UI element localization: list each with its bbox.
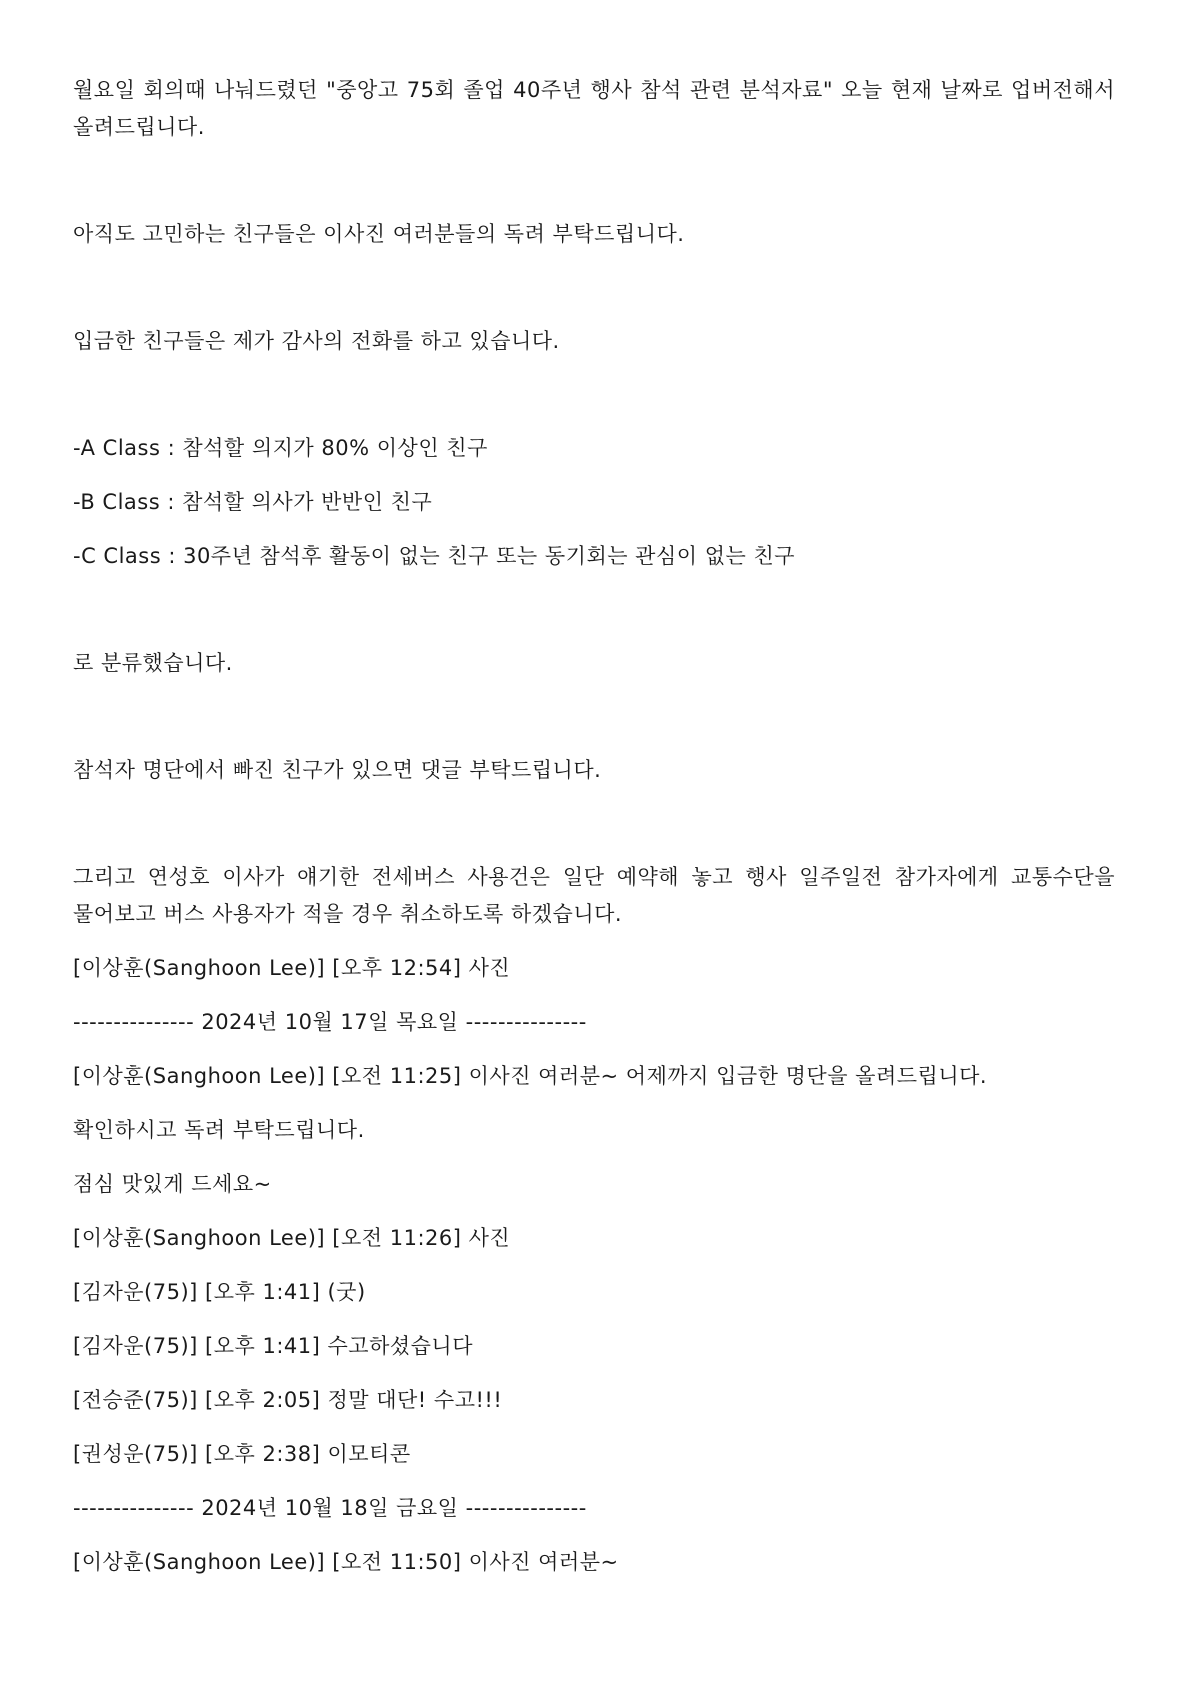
paragraph-intro: 월요일 회의때 나눠드렸던 "중앙고 75회 졸업 40주년 행사 참석 관련 분석자료" 오늘 현재 날짜로 업버전해서 올려드립니다. <box>73 78 1123 139</box>
chat-message: [이상훈(Sanghoon Lee)] [오전 11:26] 사진 <box>73 1226 511 1250</box>
paragraph-classified: 로 분류했습니다. <box>73 651 233 675</box>
date-divider: --------------- 2024년 10월 17일 목요일 --------------- <box>73 1010 587 1034</box>
chat-message: [전승준(75)] [오후 2:05] 정말 대단! 수고!!! <box>73 1388 503 1412</box>
chat-message-continuation: 확인하시고 독려 부탁드립니다. <box>73 1118 365 1142</box>
chat-message: [김자운(75)] [오후 1:41] 수고하셨습니다 <box>73 1334 473 1358</box>
class-a-item: -A Class : 참석할 의지가 80% 이상인 친구 <box>73 436 488 460</box>
paragraph-missing-names: 참석자 명단에서 빠진 친구가 있으면 댓글 부탁드립니다. <box>73 758 602 782</box>
chat-message: [이상훈(Sanghoon Lee)] [오전 11:25] 이사진 여러분~ 어제까지 입금한 명단을 올려드립니다. <box>73 1064 988 1088</box>
paragraph-thanks-calls: 입금한 친구들은 제가 감사의 전화를 하고 있습니다. <box>73 329 560 353</box>
chat-message: [김자운(75)] [오후 1:41] (굿) <box>73 1280 366 1304</box>
class-b-item: -B Class : 참석할 의사가 반반인 친구 <box>73 490 433 514</box>
chat-message-continuation: 점심 맛있게 드세요~ <box>73 1172 272 1196</box>
class-c-item: -C Class : 30주년 참석후 활동이 없는 친구 또는 동기회는 관심이 없는 친구 <box>73 544 796 568</box>
chat-message: [이상훈(Sanghoon Lee)] [오후 12:54] 사진 <box>73 956 511 980</box>
chat-message: [이상훈(Sanghoon Lee)] [오전 11:50] 이사진 여러분~ <box>73 1550 619 1574</box>
chat-message: [권성운(75)] [오후 2:38] 이모티콘 <box>73 1442 411 1466</box>
date-divider: --------------- 2024년 10월 18일 금요일 --------------- <box>73 1496 587 1520</box>
paragraph-encourage: 아직도 고민하는 친구들은 이사진 여러분들의 독려 부탁드립니다. <box>73 222 685 246</box>
paragraph-charter-bus: 그리고 연성호 이사가 얘기한 전세버스 사용건은 일단 예약해 놓고 행사 일주일전 참가자에게 교통수단을 물어보고 버스 사용자가 적을 경우 취소하도록 하겠습니다. <box>73 865 1123 926</box>
